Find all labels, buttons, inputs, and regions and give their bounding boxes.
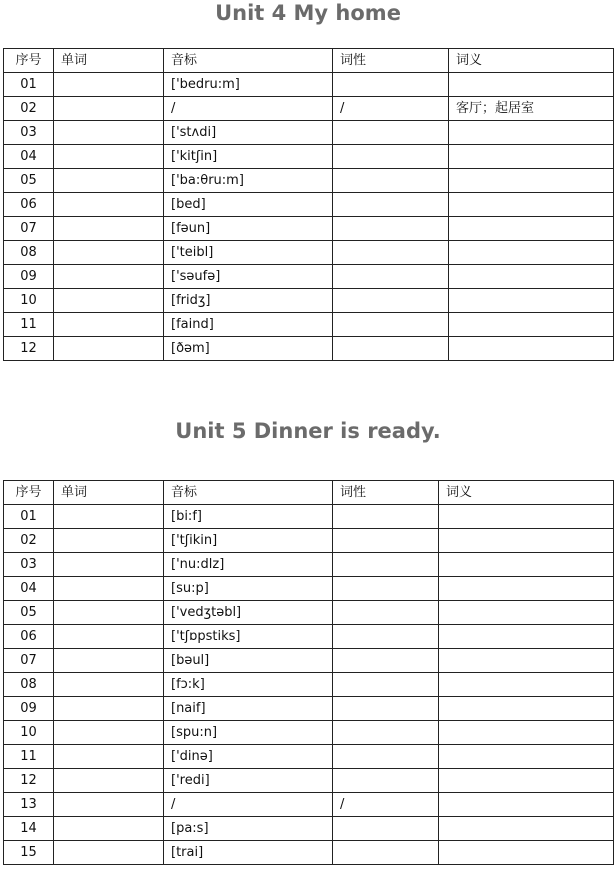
unit-4-vocabulary-table: [3, 48, 614, 361]
row-number-cell: 10: [4, 721, 54, 745]
part-of-speech-cell: [333, 577, 439, 601]
phonetic-cell: ['dinə]: [164, 745, 333, 769]
meaning-cell: [439, 625, 614, 649]
table-row: [4, 97, 614, 121]
phonetic-cell: ['ba:θru:m]: [164, 169, 333, 193]
header-meaning: 词义: [439, 481, 614, 505]
table-row: [4, 241, 614, 265]
part-of-speech-cell: /: [333, 793, 439, 817]
word-cell: [54, 769, 164, 793]
row-number-cell: 11: [4, 745, 54, 769]
row-number-cell: 03: [4, 553, 54, 577]
word-cell: [54, 193, 164, 217]
table-row: [4, 601, 614, 625]
part-of-speech-cell: [333, 673, 439, 697]
header-phonetic: 音标: [164, 481, 333, 505]
phonetic-cell: [pa:s]: [164, 817, 333, 841]
table-row: [4, 529, 614, 553]
part-of-speech-cell: [333, 241, 449, 265]
phonetic-cell: /: [164, 97, 333, 121]
word-cell: [54, 241, 164, 265]
meaning-cell: [439, 745, 614, 769]
part-of-speech-cell: [333, 745, 439, 769]
part-of-speech-cell: [333, 265, 449, 289]
part-of-speech-cell: [333, 121, 449, 145]
table-row: [4, 697, 614, 721]
word-cell: [54, 169, 164, 193]
row-number-cell: 09: [4, 265, 54, 289]
word-cell: [54, 625, 164, 649]
meaning-cell: [439, 769, 614, 793]
part-of-speech-cell: [333, 169, 449, 193]
meaning-cell: [449, 169, 614, 193]
row-number-cell: 06: [4, 625, 54, 649]
row-number-cell: 04: [4, 577, 54, 601]
word-cell: [54, 73, 164, 97]
table-row: [4, 73, 614, 97]
table-row: [4, 745, 614, 769]
phonetic-cell: ['səufə]: [164, 265, 333, 289]
phonetic-cell: [naif]: [164, 697, 333, 721]
part-of-speech-cell: /: [333, 97, 449, 121]
word-cell: [54, 505, 164, 529]
row-number-cell: 15: [4, 841, 54, 865]
meaning-cell: [439, 649, 614, 673]
row-number-cell: 14: [4, 817, 54, 841]
phonetic-cell: [fɔ:k]: [164, 673, 333, 697]
header-no: 序号: [4, 49, 54, 73]
table-row: [4, 193, 614, 217]
meaning-cell: [449, 145, 614, 169]
table-row: [4, 145, 614, 169]
row-number-cell: 08: [4, 241, 54, 265]
meaning-cell: [439, 697, 614, 721]
part-of-speech-cell: [333, 337, 449, 361]
table-header-row: [4, 481, 614, 505]
row-number-cell: 09: [4, 697, 54, 721]
phonetic-cell: [trai]: [164, 841, 333, 865]
part-of-speech-cell: [333, 649, 439, 673]
word-cell: [54, 673, 164, 697]
row-number-cell: 01: [4, 73, 54, 97]
phonetic-cell: ['tʃɒpstiks]: [164, 625, 333, 649]
header-word: 单词: [54, 49, 164, 73]
row-number-cell: 03: [4, 121, 54, 145]
phonetic-cell: ['vedʒtəbl]: [164, 601, 333, 625]
row-number-cell: 07: [4, 649, 54, 673]
word-cell: [54, 745, 164, 769]
table-row: [4, 313, 614, 337]
row-number-cell: 01: [4, 505, 54, 529]
word-cell: [54, 697, 164, 721]
phonetic-cell: [fəun]: [164, 217, 333, 241]
phonetic-cell: ['teibl]: [164, 241, 333, 265]
meaning-cell: [439, 721, 614, 745]
phonetic-cell: [spu:n]: [164, 721, 333, 745]
table-row: [4, 769, 614, 793]
table-row: [4, 793, 614, 817]
table-row: [4, 265, 614, 289]
phonetic-cell: ['stʌdi]: [164, 121, 333, 145]
part-of-speech-cell: [333, 193, 449, 217]
table-row: [4, 649, 614, 673]
row-number-cell: 05: [4, 601, 54, 625]
table-header-row: [4, 49, 614, 73]
unit-5-vocabulary-table: [3, 480, 614, 865]
row-number-cell: 07: [4, 217, 54, 241]
table-row: [4, 169, 614, 193]
meaning-cell: [449, 193, 614, 217]
word-cell: [54, 841, 164, 865]
meaning-cell: [449, 289, 614, 313]
table-row: [4, 817, 614, 841]
part-of-speech-cell: [333, 73, 449, 97]
header-pos: 词性: [333, 49, 449, 73]
row-number-cell: 02: [4, 529, 54, 553]
meaning-cell: [439, 817, 614, 841]
meaning-cell: [439, 553, 614, 577]
part-of-speech-cell: [333, 505, 439, 529]
table-row: [4, 337, 614, 361]
meaning-cell: [449, 121, 614, 145]
meaning-cell: [449, 265, 614, 289]
table-row: [4, 289, 614, 313]
table-row: [4, 721, 614, 745]
phonetic-cell: [fridʒ]: [164, 289, 333, 313]
meaning-cell: [439, 529, 614, 553]
phonetic-cell: ['bedru:m]: [164, 73, 333, 97]
row-number-cell: 06: [4, 193, 54, 217]
phonetic-cell: [ðəm]: [164, 337, 333, 361]
part-of-speech-cell: [333, 217, 449, 241]
part-of-speech-cell: [333, 841, 439, 865]
meaning-cell: [449, 313, 614, 337]
table-row: [4, 625, 614, 649]
table-row: [4, 673, 614, 697]
word-cell: [54, 553, 164, 577]
row-number-cell: 11: [4, 313, 54, 337]
meaning-cell: [439, 841, 614, 865]
row-number-cell: 08: [4, 673, 54, 697]
word-cell: [54, 265, 164, 289]
part-of-speech-cell: [333, 601, 439, 625]
part-of-speech-cell: [333, 817, 439, 841]
word-cell: [54, 601, 164, 625]
phonetic-cell: ['redi]: [164, 769, 333, 793]
phonetic-cell: [bi:f]: [164, 505, 333, 529]
word-cell: [54, 121, 164, 145]
part-of-speech-cell: [333, 721, 439, 745]
row-number-cell: 02: [4, 97, 54, 121]
header-phonetic: 音标: [164, 49, 333, 73]
phonetic-cell: [faind]: [164, 313, 333, 337]
phonetic-cell: [su:p]: [164, 577, 333, 601]
meaning-cell: [439, 793, 614, 817]
phonetic-cell: ['tʃikin]: [164, 529, 333, 553]
unit-5-title: Unit 5 Dinner is ready.: [175, 419, 441, 443]
part-of-speech-cell: [333, 553, 439, 577]
row-number-cell: 12: [4, 337, 54, 361]
part-of-speech-cell: [333, 289, 449, 313]
word-cell: [54, 817, 164, 841]
phonetic-cell: ['kitʃin]: [164, 145, 333, 169]
part-of-speech-cell: [333, 769, 439, 793]
word-cell: [54, 337, 164, 361]
word-cell: [54, 793, 164, 817]
unit-5-table-body: [4, 481, 614, 865]
phonetic-cell: ['nu:dlz]: [164, 553, 333, 577]
table-row: [4, 841, 614, 865]
meaning-cell: [449, 73, 614, 97]
part-of-speech-cell: [333, 313, 449, 337]
header-meaning: 词义: [449, 49, 614, 73]
phonetic-cell: [bəul]: [164, 649, 333, 673]
word-cell: [54, 289, 164, 313]
word-cell: [54, 145, 164, 169]
word-cell: [54, 649, 164, 673]
table-row: [4, 217, 614, 241]
table-row: [4, 577, 614, 601]
part-of-speech-cell: [333, 529, 439, 553]
meaning-cell: [439, 505, 614, 529]
meaning-cell: [449, 337, 614, 361]
header-no: 序号: [4, 481, 54, 505]
meaning-cell: [439, 673, 614, 697]
table-row: [4, 121, 614, 145]
word-cell: [54, 721, 164, 745]
phonetic-cell: [bed]: [164, 193, 333, 217]
meaning-cell: [449, 241, 614, 265]
header-word: 单词: [54, 481, 164, 505]
meaning-cell: [449, 217, 614, 241]
table-row: [4, 505, 614, 529]
unit-4-table-body: [4, 49, 614, 361]
row-number-cell: 10: [4, 289, 54, 313]
word-cell: [54, 577, 164, 601]
row-number-cell: 04: [4, 145, 54, 169]
phonetic-cell: /: [164, 793, 333, 817]
meaning-cell: [439, 577, 614, 601]
word-cell: [54, 529, 164, 553]
header-pos: 词性: [333, 481, 439, 505]
word-cell: [54, 217, 164, 241]
part-of-speech-cell: [333, 625, 439, 649]
meaning-cell: [439, 601, 614, 625]
unit-4-title: Unit 4 My home: [215, 1, 401, 25]
part-of-speech-cell: [333, 697, 439, 721]
word-cell: [54, 97, 164, 121]
meaning-cell: 客厅；起居室: [449, 97, 614, 121]
row-number-cell: 13: [4, 793, 54, 817]
row-number-cell: 12: [4, 769, 54, 793]
part-of-speech-cell: [333, 145, 449, 169]
word-cell: [54, 313, 164, 337]
row-number-cell: 05: [4, 169, 54, 193]
table-row: [4, 553, 614, 577]
